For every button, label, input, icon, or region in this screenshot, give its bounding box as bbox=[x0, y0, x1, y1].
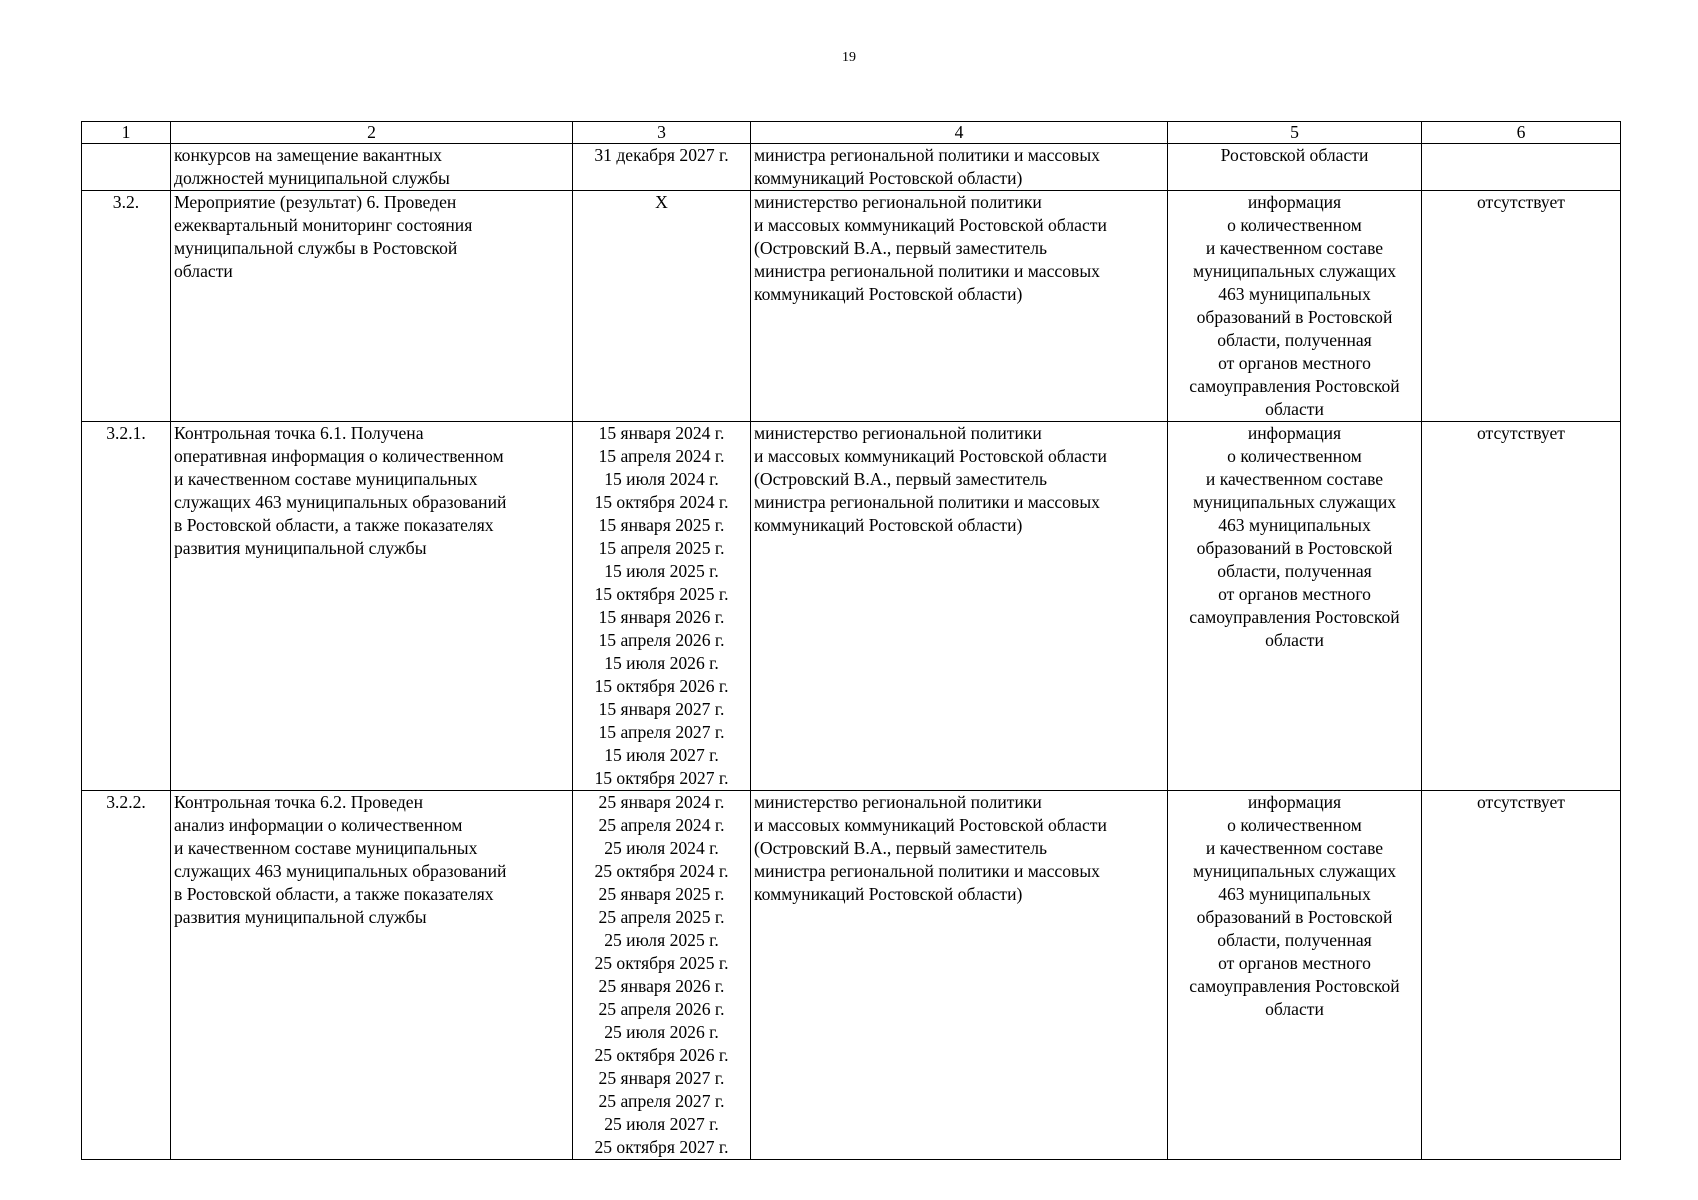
description-cell: конкурсов на замещение вакантных должностей муниципальной службы bbox=[171, 144, 573, 191]
info-system-cell: отсутствует bbox=[1422, 191, 1621, 422]
info-system-cell bbox=[1422, 144, 1621, 191]
responsible-cell: министерство региональной политики и массовых коммуникаций Ростовской области (Островский В.А., первый заместитель министра региональной политики и массовых коммуникаций Ростовской области) bbox=[751, 191, 1168, 422]
deadline-cell: 31 декабря 2027 г. bbox=[573, 144, 751, 191]
description-cell: Контрольная точка 6.2. Проведен анализ информации о количественном и качественном составе муниципальных служащих 463 муниципальных образований в Ростовской области, а также показателях развития муниципальной службы bbox=[171, 791, 573, 1160]
column-header: 1 bbox=[82, 122, 171, 144]
table-row bbox=[82, 144, 1621, 191]
deadline-cell: X bbox=[573, 191, 751, 422]
row-number-cell: 3.2. bbox=[82, 191, 171, 422]
info-system-cell: отсутствует bbox=[1422, 422, 1621, 791]
page-number: 19 bbox=[842, 50, 856, 65]
document-table bbox=[81, 121, 1621, 1160]
responsible-cell: министерство региональной политики и массовых коммуникаций Ростовской области (Островский В.А., первый заместитель министра региональной политики и массовых коммуникаций Ростовской области) bbox=[751, 791, 1168, 1160]
document-type-cell: информация о количественном и качественном составе муниципальных служащих 463 муниципальных образований в Ростовской области, полученная от органов местного самоуправления Ростовской области bbox=[1168, 791, 1422, 1160]
description-cell: Контрольная точка 6.1. Получена оперативная информация о количественном и качественном составе муниципальных служащих 463 муниципальных образований в Ростовской области, а также показателях развития муниципальной службы bbox=[171, 422, 573, 791]
responsible-cell: министра региональной политики и массовых коммуникаций Ростовской области) bbox=[751, 144, 1168, 191]
table-header-row bbox=[82, 122, 1621, 144]
document-type-cell: информация о количественном и качественном составе муниципальных служащих 463 муниципальных образований в Ростовской области, полученная от органов местного самоуправления Ростовской области bbox=[1168, 422, 1422, 791]
row-number-cell bbox=[82, 144, 171, 191]
column-header: 3 bbox=[573, 122, 751, 144]
column-header: 2 bbox=[171, 122, 573, 144]
column-header: 5 bbox=[1168, 122, 1422, 144]
row-number-cell: 3.2.2. bbox=[82, 791, 171, 1160]
document-type-cell: Ростовской области bbox=[1168, 144, 1422, 191]
deadline-cell: 15 января 2024 г. 15 апреля 2024 г. 15 июля 2024 г. 15 октября 2024 г. 15 января 2025 г. 15 апреля 2025 г. 15 июля 2025 г. 15 октября 2025 г. 15 января 2026 г. 15 апреля 2026 г. 15 июля 2026 г. 15 октября 2026 г. 15 января 2027 г. 15 апреля 2027 г. 15 июля 2027 г. 15 октября 2027 г. bbox=[573, 422, 751, 791]
table-row bbox=[82, 791, 1621, 1160]
table-row bbox=[82, 191, 1621, 422]
document-type-cell: информация о количественном и качественном составе муниципальных служащих 463 муниципальных образований в Ростовской области, полученная от органов местного самоуправления Ростовской области bbox=[1168, 191, 1422, 422]
deadline-cell: 25 января 2024 г. 25 апреля 2024 г. 25 июля 2024 г. 25 октября 2024 г. 25 января 2025 г. 25 апреля 2025 г. 25 июля 2025 г. 25 октября 2025 г. 25 января 2026 г. 25 апреля 2026 г. 25 июля 2026 г. 25 октября 2026 г. 25 января 2027 г. 25 апреля 2027 г. 25 июля 2027 г. 25 октября 2027 г. bbox=[573, 791, 751, 1160]
row-number-cell: 3.2.1. bbox=[82, 422, 171, 791]
description-cell: Мероприятие (результат) 6. Проведен ежеквартальный мониторинг состояния муниципальной службы в Ростовской области bbox=[171, 191, 573, 422]
column-header: 4 bbox=[751, 122, 1168, 144]
table-row bbox=[82, 422, 1621, 791]
info-system-cell: отсутствует bbox=[1422, 791, 1621, 1160]
responsible-cell: министерство региональной политики и массовых коммуникаций Ростовской области (Островский В.А., первый заместитель министра региональной политики и массовых коммуникаций Ростовской области) bbox=[751, 422, 1168, 791]
column-header: 6 bbox=[1422, 122, 1621, 144]
